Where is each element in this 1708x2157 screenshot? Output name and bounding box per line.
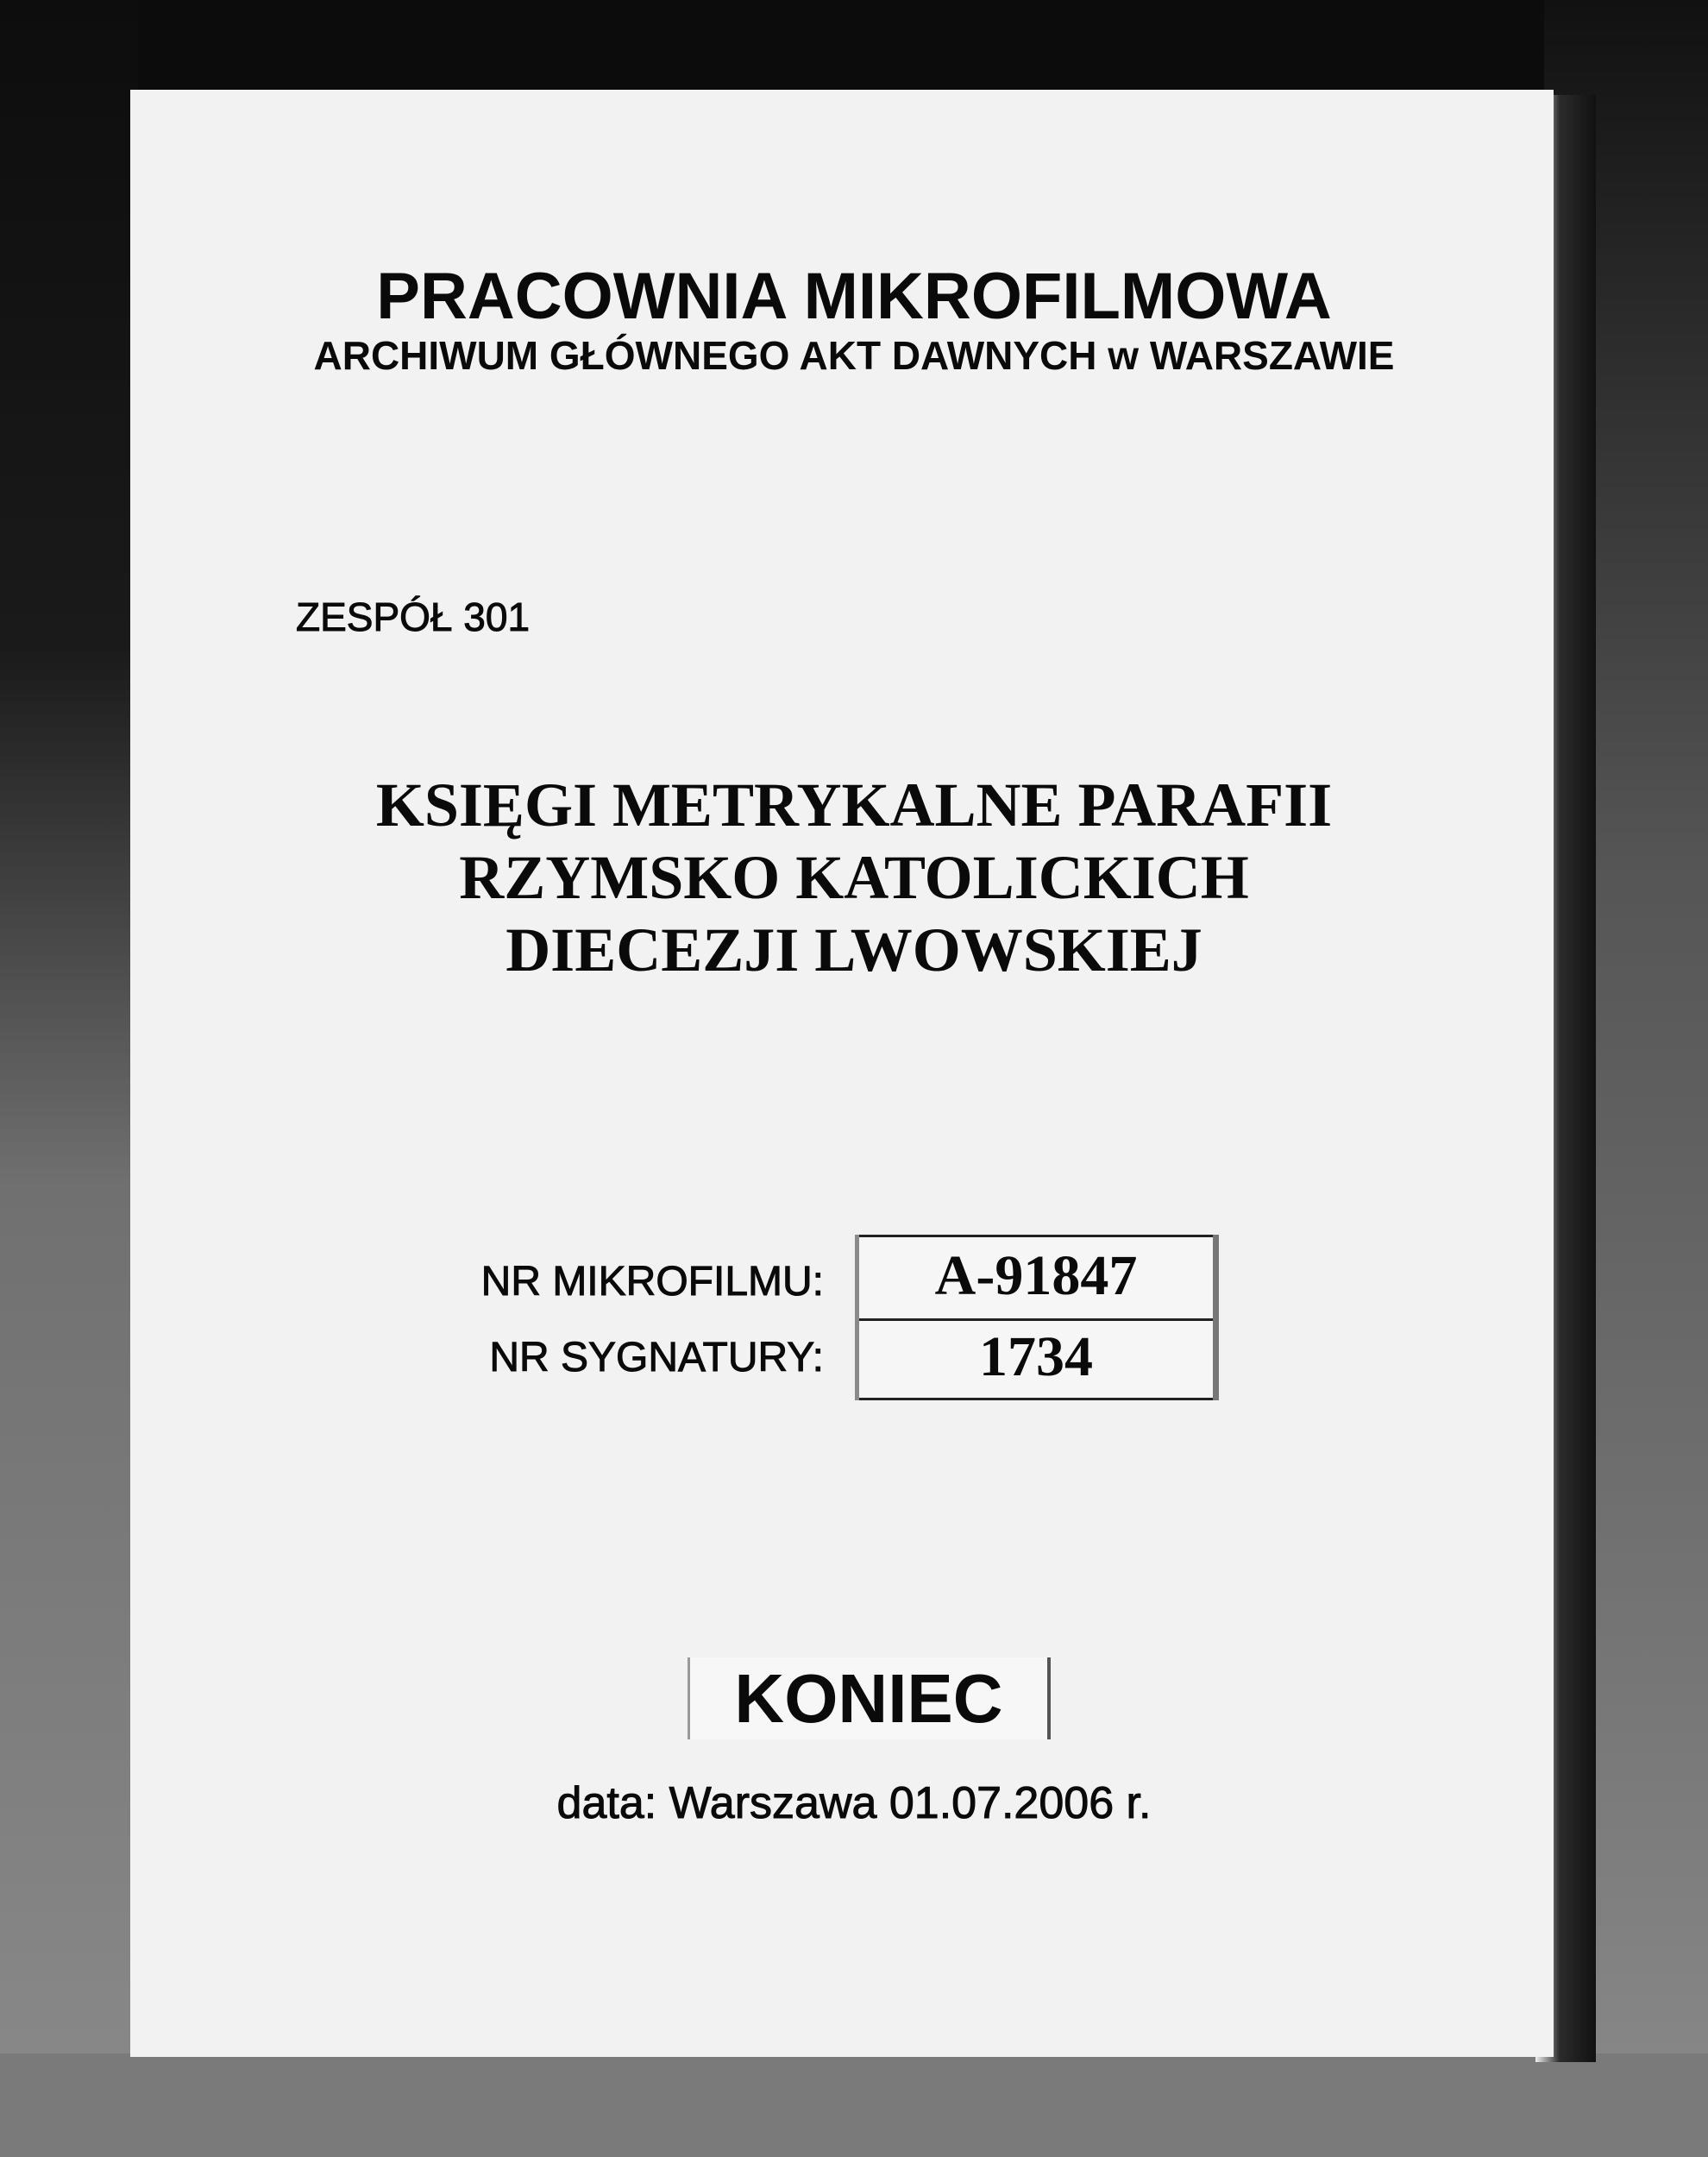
identifier-box [855, 1235, 1219, 1400]
collection-title-line-2: RZYMSKO KATOLICKICH [459, 843, 1249, 912]
page-subtitle: ARCHIWUM GŁÓWNEGO AKT DAWNYCH w WARSZAWIE [313, 333, 1395, 378]
end-label: KONIEC [688, 1657, 1051, 1739]
date-line: data: Warszawa 01.07.2006 r. [556, 1778, 1152, 1828]
microfilm-number-value: A-91847 [934, 1244, 1138, 1307]
signature-number-label: NR SYGNATURY: [489, 1335, 824, 1380]
microfilm-number-label: NR MIKROFILMU: [480, 1259, 824, 1305]
box-top-line [859, 1235, 1213, 1237]
page-title: PRACOWNIA MIKROFILMOWA [376, 260, 1332, 333]
box-bottom-line [859, 1398, 1213, 1400]
film-border-bottom [0, 2053, 1708, 2157]
fond-number: ZESPÓŁ 301 [296, 594, 531, 639]
collection-title-line-1: KSIĘGI METRYKALNE PARAFII [375, 770, 1333, 840]
document-sheet [130, 90, 1554, 2057]
box-divider [859, 1318, 1213, 1321]
collection-title-line-3: DIECEZJI LWOWSKIEJ [505, 915, 1203, 984]
signature-number-value: 1734 [979, 1325, 1093, 1388]
